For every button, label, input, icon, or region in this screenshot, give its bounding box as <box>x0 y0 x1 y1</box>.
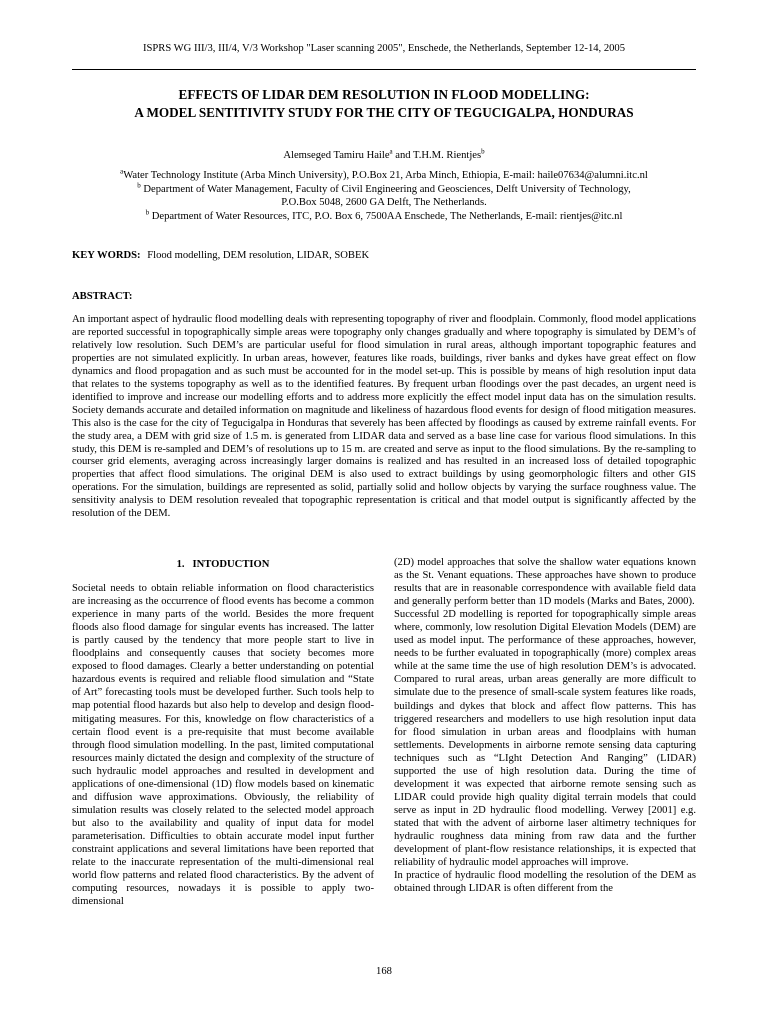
keywords <box>72 250 696 261</box>
intro-paragraph-4: In practice of hydraulic flood modelling the resolution of the DEM as obtained through LIDAR is often different from the <box>394 870 696 895</box>
author-2: T.H.M. Rientjes <box>413 150 482 161</box>
intro-paragraph-1: Societal needs to obtain reliable information on flood characteristics are increasing as the occurrence of flood events has become a common experience in many parts of the world. Besides the more frequent floods also flood damage for singular events has increased. The latter is partly caused by the tendency that more people start to live in floodplains and consequently causes that society becomes more exposed to flood damages. Clearly a better understanding on potential hazardous events is required and reliable flood simulation and “State of Art” forecasting tools must be developed further. Such tools help to map potential flood hazards but also help to develop and design flood-mitigating measures. For this, knowledge on flow characteristics of a certain flood event is a pre-requisite that must become available through flood simulation modelling. In the past, limited computational resources mainly dictated the design and complexity of the structure of such hydraulic model approaches and resulted in development and applications of one-dimensional (1D) flow models based on kinematic and diffusion wave approximations. Obviously, the reliability of simulation results was closely related to the selected model approach but also to the availability and quality of input data for model parameterisation. Difficulties to obtain accurate model input further constraint applications and several limitations have been reported that relate to the inaccurate representation of the multi-dimensional real world flow patterns and related flood characteristics. By the advent of computing resources, nowadays it is possible to apply two-dimensional <box>72 583 374 908</box>
right-column <box>394 556 696 895</box>
affiliation-b2 <box>72 210 696 224</box>
intro-paragraph-3: Successful 2D modelling is reported for topographically simple areas where, commonly, low resolution Digital Elevation Models (DEM) are used as model input. The performance of these approaches, however, needs to be further evaluated in topographically (more) complex areas while at the same time the use of high resolution DEM’s is advocated. Compared to rural areas, urban areas generally are more difficult to simulate due to the presence of small-scale system features like roads, buildings and dykes that block and affect flow patterns. This has triggered researchers and modellers to use high resolution input data for flood simulation in urban areas and floodplains with human settlements. Developments in airborne remote sensing data capturing techniques such as “LIght Detection And Ranging” (LIDAR) supported the use of high resolution data. During the time of development it was expected that airborne remote sensing such as LIDAR could provide high quality digital terrain models that could serve as input in 2D hydraulic flood modelling. Verwey [2001] e.g. stated that with the advent of airborne laser altimetry techniques for hydraulic roughness data mining from raw data and the further development of plant-flow resistance relationships, it is expected that reliability of hydraulic model approaches will improve. <box>394 609 696 869</box>
author-list <box>72 147 696 161</box>
author-1-affil-mark: a <box>389 147 393 156</box>
intro-paragraph-2: (2D) model approaches that solve the shallow water equations known as the St. Venant equations. These approaches have shown to produce results that are in reasonable correspondence with available field data and generally perform better than 1D models (Marks and Bates, 2000). <box>394 557 696 608</box>
header-rule <box>72 69 696 70</box>
keywords-label: KEY WORDS: <box>72 250 141 261</box>
affiliations <box>72 169 696 223</box>
title-line-1: EFFECTS OF LIDAR DEM RESOLUTION IN FLOOD MODELLING: <box>178 87 590 102</box>
affil-a-text: Water Technology Institute (Arba Minch University), P.O.Box 21, Arba Minch, Ethiopia, E-mail: haile07634@alumni.itc.nl <box>123 170 648 181</box>
affil-b2-text: Department of Water Resources, ITC, P.O. Box 6, 7500AA Enschede, The Netherlands, E-mail: rientjes@itc.nl <box>149 210 623 222</box>
paper-title <box>72 86 696 122</box>
author-2-affil-mark: b <box>481 147 485 156</box>
abstract-heading: ABSTRACT: <box>72 291 133 302</box>
affiliation-b1-line2: P.O.Box 5048, 2600 GA Delft, The Netherlands. <box>281 197 487 209</box>
section-heading-introduction: 1. INTODUCTION <box>176 559 270 570</box>
affil-b1-text-1: Department of Water Management, Faculty of Civil Engineering and Geosciences, Delft University of Technology, <box>140 183 631 195</box>
affil-b2-mark: b <box>145 208 150 217</box>
running-head: ISPRS WG III/3, III/4, V/3 Workshop "Laser scanning 2005", Enschede, the Netherlands, September 12-14, 2005 <box>142 43 626 54</box>
abstract-text: An important aspect of hydraulic flood modelling deals with representing topography of river and floodplain. Commonly, flood model applications are reported successful in topographically simple areas were topography only changes gradually and where topography is simulated by DEM’s of relatively low resolution. Such DEM’s are particular useful for flood simulation in rural areas, although important topographic features and properties are not simulated explicitly. In urban areas, however, features like roads, buildings, river banks and dykes have great effect on flow dynamics and flood propagation and as such must be accounted for in the model set-up. This is possible by means of high resolution input data that relates to the systems topography as well as to the identified features. By frequent urban floodings over the past decades, an urgent need is identified to improve and increase our modelling efforts and to address more explicitly the effect model input data has on the simulation results. Society demands accurate and detailed information on magnitude and likeliness of hazardous flood events for design of flood mitigation measures. This also is the case for the city of Tegucigalpa in Honduras that severely has been affected by floodings as caused by extreme rainfall events. For the study area, a DEM with grid size of 1.5 m. is generated from LIDAR data and served as a base line case for various flood simulations. In this study, this DEM is re-sampled and DEM’s of resolutions up to 15 m. are created and serve as input to the flood simulations. By the re-sampling to courser grid elements, averaging across increasingly larger domains is realized and has resulted in an increased loss of detailed topographic properties that affect flood simulations. The original DEM is also used to extract buildings by using geomorphologic filters and other GIS operations. For the simulation, buildings are represented as solid, partially solid and hollow objects by varying the surface roughness value. The sensitivity analysis to DEM resolution revealed that topographic representation is critical and that model output is significantly affected by the resolution of the DEM. <box>72 314 696 520</box>
keywords-text: Flood modelling, DEM resolution, LIDAR, SOBEK <box>147 250 370 261</box>
affil-b1-mark: b <box>137 181 141 190</box>
affiliation-a <box>72 169 696 183</box>
title-line-2: A MODEL SENTITIVITY STUDY FOR THE CITY OF TEGUCIGALPA, HONDURAS <box>134 105 634 120</box>
left-column <box>72 556 374 908</box>
author-join: and <box>392 150 414 161</box>
page-number: 168 <box>376 966 392 977</box>
author-1: Alemseged Tamiru Haile <box>283 150 390 161</box>
affiliation-b1 <box>72 183 696 197</box>
affil-a-mark: a <box>120 167 124 176</box>
